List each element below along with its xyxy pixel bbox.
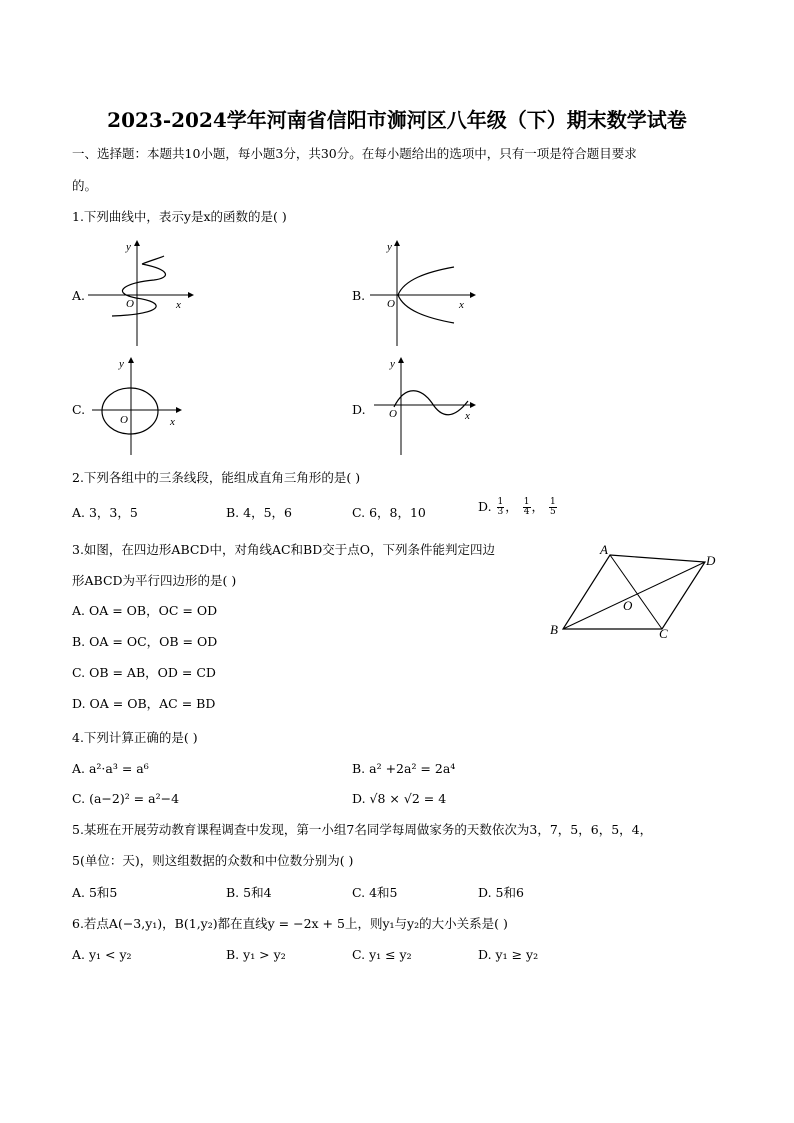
- q4-stem: 4.下列计算正确的是( ): [72, 730, 198, 745]
- graph-d-x-label: x: [465, 410, 470, 422]
- q2-fraction-1: $\frac{1}{3}$: [497, 497, 504, 517]
- q1-graph-c: [88, 357, 188, 457]
- graph-d-origin: O: [389, 408, 397, 420]
- q1-option-b-label: B.: [352, 288, 366, 303]
- section-heading-line1: 一、选择题：本题共10小题，每小题3分，共30分。在每小题给出的选项中，只有一项是符合题目要求: [72, 146, 637, 161]
- q6-option-a: A. y₁ < y₂: [72, 947, 132, 962]
- page-title: 2023-2024学年河南省信阳市浉河区八年级（下）期末数学试卷: [107, 108, 687, 132]
- graph-a-x-label: x: [176, 299, 181, 311]
- q4-option-b: B. a² +2a² = 2a⁴: [352, 761, 456, 776]
- q3-stem-line1: 3.如图，在四边形ABCD中，对角线AC和BD交于点O，下列条件能判定四边: [72, 542, 496, 557]
- q1-graph-b: [366, 240, 476, 348]
- q5-option-d: D. 5和6: [478, 885, 524, 900]
- q6-stem: 6.若点A(−3,y₁)，B(1,y₂)都在直线y = −2x + 5上，则y₁与y₂的大小关系是( ): [72, 916, 508, 931]
- q3-option-d: D. OA = OB，AC = BD: [72, 696, 216, 711]
- q3-option-a: A. OA = OB，OC = OD: [72, 603, 218, 618]
- graph-a-origin: O: [126, 298, 134, 310]
- vertex-d: D: [706, 553, 716, 568]
- q2-option-d: D. $\frac{1}{3}$ ， $\frac{1}{4}$ ， $\frac{1}{5}$: [478, 497, 556, 517]
- q2-option-d-prefix: D.: [478, 499, 492, 514]
- q4-option-d: D. √8 × √2 = 4: [352, 791, 447, 806]
- q1-stem: 1.下列曲线中，表示y是x的函数的是( ): [72, 209, 287, 224]
- q4-option-c: C. (a−2)² = a²−4: [72, 791, 180, 806]
- graph-c-y-label: y: [119, 358, 124, 370]
- vertex-b: B: [550, 622, 558, 637]
- q1-graph-d: [370, 357, 480, 457]
- q2-option-a: A. 3，3，5: [72, 505, 138, 520]
- q1-option-a-label: A.: [72, 288, 86, 303]
- q5-option-a: A. 5和5: [72, 885, 118, 900]
- q5-option-b: B. 5和4: [226, 885, 272, 900]
- q6-option-c: C. y₁ ≤ y₂: [352, 947, 412, 962]
- q1-option-c-label: C.: [72, 402, 86, 417]
- section-heading-line2: 的。: [72, 178, 98, 193]
- q4-option-a: A. a²·a³ = a⁶: [72, 761, 149, 776]
- q5-stem-line2: 5(单位：天)，则这组数据的众数和中位数分别为( ): [72, 853, 354, 868]
- q3-option-c: C. OB = AB，OD = CD: [72, 665, 216, 680]
- q2-option-c: C. 6，8，10: [352, 505, 426, 520]
- q1-option-d-label: D.: [352, 402, 366, 417]
- q2-option-b: B. 4，5，6: [226, 505, 292, 520]
- graph-b-x-label: x: [459, 299, 464, 311]
- vertex-a: A: [600, 542, 608, 557]
- q1-graph-a: [84, 240, 194, 348]
- q6-option-d: D. y₁ ≥ y₂: [478, 947, 539, 962]
- q5-option-c: C. 4和5: [352, 885, 398, 900]
- q2-stem: 2.下列各组中的三条线段，能组成直角三角形的是( ): [72, 470, 361, 485]
- q3-stem-line2: 形ABCD为平行四边形的是( ): [72, 573, 237, 588]
- q2-fraction-2: $\frac{1}{4}$: [523, 497, 530, 517]
- center-o: O: [623, 598, 633, 613]
- q3-parallelogram-figure: [545, 540, 725, 640]
- q2-fraction-3: $\frac{1}{5}$: [550, 497, 556, 517]
- graph-b-y-label: y: [387, 241, 392, 253]
- graph-d-y-label: y: [390, 358, 395, 370]
- graph-c-origin: O: [120, 414, 128, 426]
- q5-stem-line1: 5.某班在开展劳动教育课程调查中发现，第一小组7名同学每周做家务的天数依次为3，7，5，6，5，4，: [72, 822, 653, 837]
- q3-option-b: B. OA = OC，OB = OD: [72, 634, 218, 649]
- vertex-c: C: [659, 626, 668, 640]
- graph-a-y-label: y: [126, 241, 131, 253]
- graph-c-x-label: x: [170, 416, 175, 428]
- q6-option-b: B. y₁ > y₂: [226, 947, 286, 962]
- graph-b-origin: O: [387, 298, 395, 310]
